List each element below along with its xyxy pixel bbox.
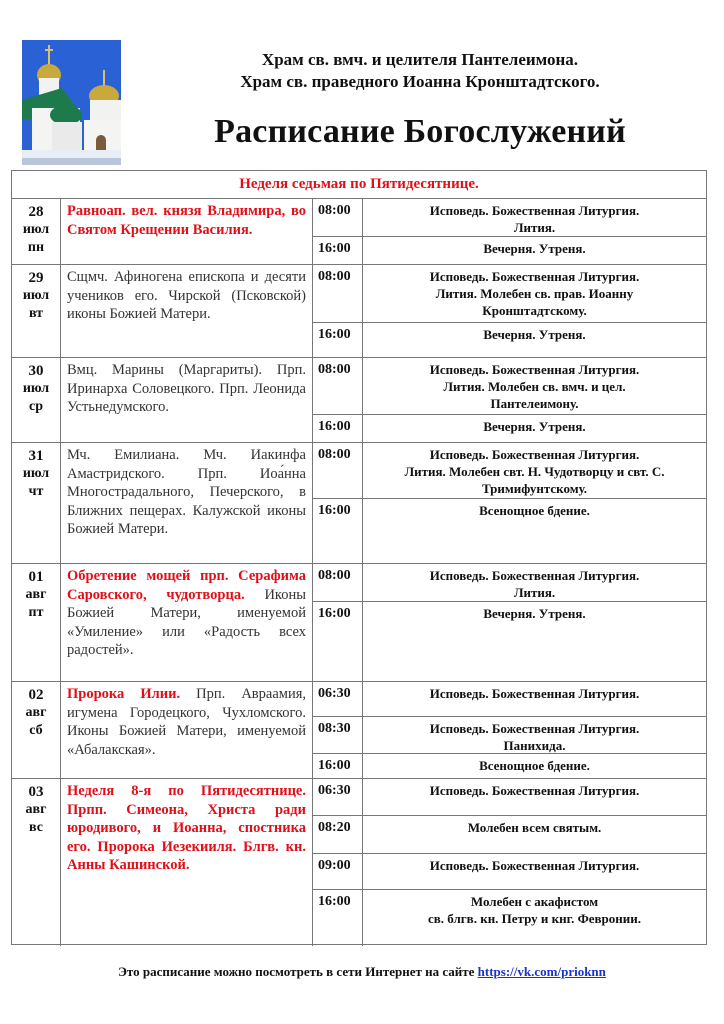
service-row xyxy=(313,323,706,358)
day-row xyxy=(12,564,706,682)
service-time: 09:00 xyxy=(313,854,363,889)
date-month: авг xyxy=(25,705,47,720)
service-row xyxy=(313,854,706,890)
service-name: Всенощное бдение. xyxy=(479,758,590,773)
service-row xyxy=(313,415,706,443)
date-weekday: вт xyxy=(28,306,44,321)
date-month: июл xyxy=(22,381,50,396)
service-row xyxy=(313,816,706,854)
service-row xyxy=(313,499,706,564)
service-name: Всенощное бдение. xyxy=(479,503,590,518)
feast-description xyxy=(61,199,313,264)
feast-highlight: Обретение мощей прп. Серафима Саровского, чудотворца. xyxy=(67,568,306,603)
service-time: 06:30 xyxy=(313,779,363,815)
feast-text: Иконы Божией Матери, именуемой «Умиление» или «Радость всех радостей». xyxy=(67,586,306,658)
day-row xyxy=(12,779,706,946)
feast-description xyxy=(61,779,313,946)
service-row xyxy=(313,717,706,754)
feast-description xyxy=(61,443,313,563)
service-time: 16:00 xyxy=(313,415,363,443)
footer-text: Это расписание можно посмотреть в сети Интернет на сайте xyxy=(118,964,478,979)
service-row xyxy=(313,358,706,415)
date-month: авг xyxy=(25,587,47,602)
feast-highlight: Пророка Илии. xyxy=(67,686,181,702)
service-row xyxy=(313,602,706,682)
feast-description xyxy=(61,358,313,442)
service-name: Вечерня. Утреня. xyxy=(483,241,586,256)
date-weekday: чт xyxy=(28,484,44,499)
date-num: 31 xyxy=(28,448,44,464)
feast-description xyxy=(61,682,313,778)
feast-text: Мч. Емилиана. Мч. Иакинфа Амастридского. Прп. Иоа́нна Многострадального, Печерского, в Ближних пещерах. Калужской иконы Божией Матери. xyxy=(67,447,306,537)
date-weekday: ср xyxy=(29,399,43,414)
date-weekday: пн xyxy=(27,240,45,255)
day-row xyxy=(12,358,706,443)
date-num: 03 xyxy=(28,784,44,800)
service-row xyxy=(313,443,706,499)
day-row xyxy=(12,265,706,358)
service-time: 08:00 xyxy=(313,199,363,236)
feast-highlight: Равноап. вел. князя Владимира, во Святом Крещении Василия. xyxy=(67,203,306,238)
service-name: Исповедь. Божественная Литургия. Лития. xyxy=(429,568,640,600)
date-month: авг xyxy=(25,802,47,817)
feast-text: Вмц. Марины (Маргариты). Прп. Иринарха Соловецкого. Прп. Леонида Устьнедумского. xyxy=(67,362,306,415)
date-cell xyxy=(12,358,61,442)
service-name: Молебен всем святым. xyxy=(467,820,602,835)
feast-text: Прп. Авраамия, игумена Городецкого, Чухломского. Иконы Божией Матери, именуемой «Абалакская». xyxy=(67,686,306,758)
day-row xyxy=(12,682,706,779)
service-time: 08:00 xyxy=(313,358,363,414)
service-name: Исповедь. Божественная Литургия. Лития. Молебен св. вмч. и цел. Пантелеимону. xyxy=(429,362,640,411)
day-row xyxy=(12,199,706,265)
service-time: 08:20 xyxy=(313,816,363,853)
church-name-1: Храм св. вмч. и целителя Пантелеимона. xyxy=(261,50,579,69)
service-row xyxy=(313,199,706,237)
service-name: Вечерня. Утреня. xyxy=(483,606,586,621)
date-num: 29 xyxy=(28,270,44,286)
service-time: 08:30 xyxy=(313,717,363,753)
date-cell xyxy=(12,443,61,563)
service-time: 16:00 xyxy=(313,754,363,779)
service-row xyxy=(313,237,706,265)
date-month: июл xyxy=(22,288,50,303)
date-num: 02 xyxy=(28,687,44,703)
schedule-table xyxy=(11,170,707,945)
date-cell xyxy=(12,564,61,681)
date-cell xyxy=(12,199,61,264)
footer xyxy=(0,963,724,981)
service-time: 16:00 xyxy=(313,323,363,358)
date-num: 01 xyxy=(28,569,44,585)
service-time: 16:00 xyxy=(313,890,363,946)
feast-description xyxy=(61,564,313,681)
feast-text: Сщмч. Афиногена епископа и десяти учеников его. Чирской (Псковской) иконы Божией Матери. xyxy=(67,269,306,322)
service-row xyxy=(313,779,706,816)
service-row xyxy=(313,890,706,946)
service-time: 08:00 xyxy=(313,564,363,601)
date-num: 30 xyxy=(28,363,44,379)
service-name: Исповедь. Божественная Литургия. Лития. xyxy=(429,203,640,235)
date-weekday: пт xyxy=(28,605,44,620)
service-row xyxy=(313,265,706,323)
feast-description xyxy=(61,265,313,357)
service-name: Исповедь. Божественная Литургия. xyxy=(429,686,640,701)
week-title: Неделя седьмая по Пятидесятнице. xyxy=(12,171,706,199)
date-month: июл xyxy=(22,222,50,237)
service-row xyxy=(313,682,706,717)
church-name-2: Храм св. праведного Иоанна Кронштадтского. xyxy=(240,72,600,91)
service-name: Исповедь. Божественная Литургия. Лития. Молебен свт. Н. Чудотворцу и свт. С. Тримифунтскому. xyxy=(404,447,665,496)
date-cell xyxy=(12,779,61,946)
service-name: Исповедь. Божественная Литургия. Панихида. xyxy=(429,721,640,753)
service-row xyxy=(313,564,706,602)
date-month: июл xyxy=(22,466,50,481)
service-name: Молебен с акафистом св. блгв. кн. Петру и кнг. Февронии. xyxy=(428,894,641,926)
service-name: Вечерня. Утреня. xyxy=(483,419,586,434)
feast-highlight: Неделя 8-я по Пятидесятнице. Прпп. Симеона, Христа ради юродивого, и Иоанна, спостника его. Пророка Иезекииля. Блгв. кн. Анны Кашинской. xyxy=(67,783,306,873)
service-time: 16:00 xyxy=(313,602,363,682)
date-cell xyxy=(12,682,61,778)
service-time: 16:00 xyxy=(313,237,363,265)
service-time: 08:00 xyxy=(313,443,363,498)
service-time: 06:30 xyxy=(313,682,363,716)
service-name: Исповедь. Божественная Литургия. xyxy=(429,783,640,798)
day-row xyxy=(12,443,706,564)
service-name: Исповедь. Божественная Литургия. xyxy=(429,858,640,873)
service-row xyxy=(313,754,706,779)
date-weekday: сб xyxy=(29,723,43,738)
service-name: Исповедь. Божественная Литургия. Лития. Молебен св. прав. Иоанну Кронштадтскому. xyxy=(429,269,640,318)
vk-link[interactable]: https://vk.com/prioknn xyxy=(477,964,606,979)
date-weekday: вс xyxy=(29,820,43,835)
church-photo xyxy=(22,40,121,165)
page-title: Расписание Богослужений xyxy=(214,113,626,150)
date-cell xyxy=(12,265,61,357)
service-time: 16:00 xyxy=(313,499,363,564)
service-name: Вечерня. Утреня. xyxy=(483,327,586,342)
service-time: 08:00 xyxy=(313,265,363,322)
date-num: 28 xyxy=(28,204,44,220)
